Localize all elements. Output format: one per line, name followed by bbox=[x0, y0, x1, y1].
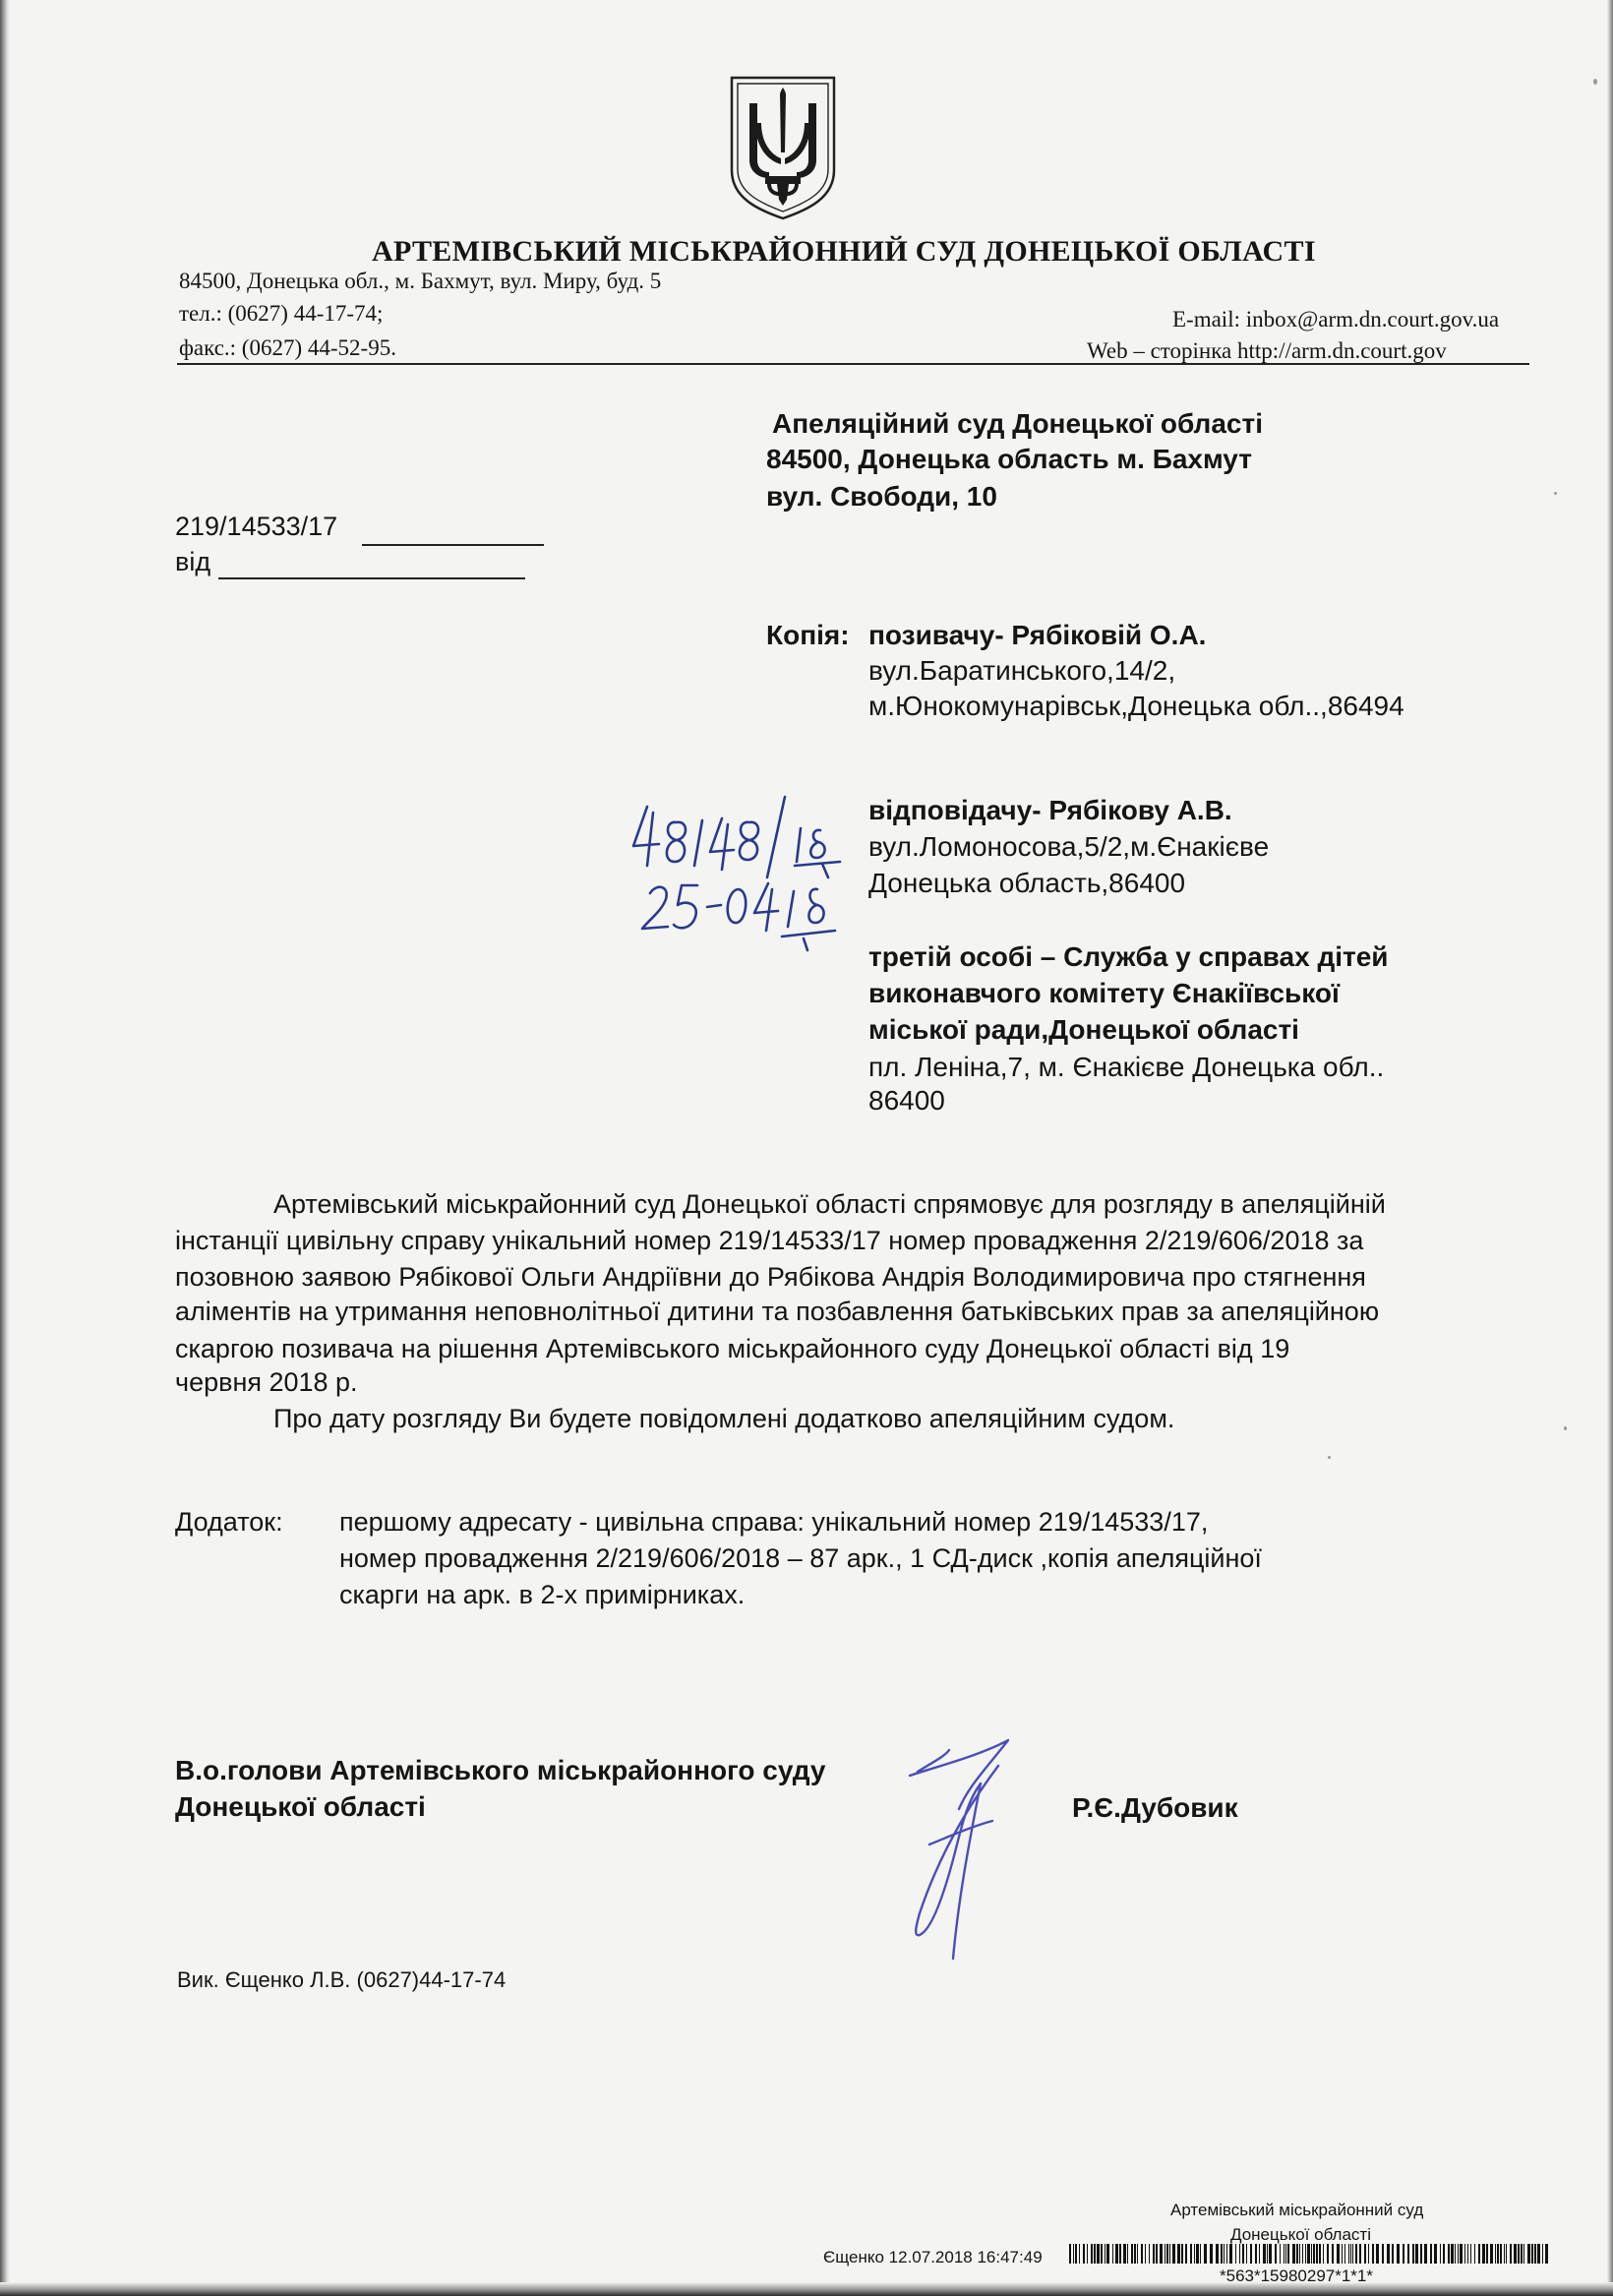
barcode-icon bbox=[1069, 2244, 1551, 2266]
barcode-bar bbox=[1327, 2244, 1329, 2264]
barcode-bar bbox=[1083, 2244, 1085, 2264]
scan-right-edge bbox=[1607, 0, 1613, 2296]
court-phone: тел.: (0627) 44-17-74; bbox=[179, 301, 384, 326]
barcode-bar bbox=[1229, 2244, 1232, 2264]
barcode-bar bbox=[1153, 2244, 1155, 2264]
barcode-bar bbox=[1269, 2244, 1272, 2264]
scan-left-shadow bbox=[0, 0, 10, 2296]
barcode-bar bbox=[1194, 2244, 1195, 2264]
barcode-bar bbox=[1287, 2244, 1289, 2264]
barcode-bar bbox=[1474, 2244, 1475, 2264]
barcode-bar bbox=[1359, 2244, 1361, 2264]
barcode-bar bbox=[1196, 2244, 1199, 2264]
barcode-bar bbox=[1242, 2244, 1244, 2264]
signatory-name: Р.Є.Дубовик bbox=[1072, 1792, 1238, 1823]
third-party-address-line1: пл. Леніна,7, м. Єнакієве Донецька обл.. bbox=[868, 1052, 1385, 1082]
third-party-address-line2: 86400 bbox=[868, 1085, 945, 1116]
addressee-city: 84500, Донецька область м. Бахмут bbox=[766, 444, 1252, 474]
barcode-bar bbox=[1073, 2244, 1074, 2264]
third-party-line1: третій особі – Служба у справах дітей bbox=[868, 941, 1389, 972]
barcode-bar bbox=[1504, 2244, 1505, 2264]
barcode-bar bbox=[1545, 2244, 1548, 2264]
barcode-bar bbox=[1134, 2244, 1136, 2264]
third-party-line3: міської ради,Донецької області bbox=[868, 1014, 1299, 1045]
barcode-bar bbox=[1250, 2244, 1252, 2264]
barcode-bar bbox=[1123, 2244, 1126, 2264]
court-address: 84500, Донецька обл., м. Бахмут, вул. Миру, буд. 5 bbox=[179, 269, 662, 293]
barcode-bar bbox=[1259, 2244, 1260, 2264]
barcode-bar bbox=[1246, 2244, 1247, 2264]
barcode-bar bbox=[1531, 2244, 1533, 2264]
barcode-bar bbox=[1316, 2244, 1318, 2264]
signatory-title-line2: Донецької області bbox=[175, 1791, 426, 1822]
stamp-court-name: Артемівський міськрайонний суд bbox=[1170, 2201, 1424, 2219]
handwritten-signature-icon bbox=[890, 1726, 1038, 1982]
barcode-bar bbox=[1506, 2244, 1507, 2264]
barcode-bar bbox=[1091, 2244, 1093, 2264]
barcode-bar bbox=[1204, 2244, 1207, 2264]
stamp-region: Донецької області bbox=[1230, 2225, 1371, 2244]
stamp-timestamp: Єщенко 12.07.2018 16:47:49 bbox=[823, 2248, 1043, 2266]
barcode-bar bbox=[1145, 2244, 1146, 2264]
barcode-bar bbox=[1131, 2244, 1133, 2264]
barcode-bar bbox=[1350, 2244, 1351, 2264]
barcode-bar bbox=[1448, 2244, 1450, 2264]
defendant-name: відповідачу- Рябікову А.В. bbox=[868, 795, 1232, 825]
barcode-bar bbox=[1255, 2244, 1257, 2264]
barcode-bar bbox=[1364, 2244, 1366, 2264]
barcode-bar bbox=[1403, 2244, 1404, 2264]
barcode-bar bbox=[1490, 2244, 1493, 2264]
barcode-bar bbox=[1172, 2244, 1175, 2264]
barcode-number: *563*15980297*1*1* bbox=[1220, 2266, 1373, 2285]
barcode-bar bbox=[1323, 2244, 1324, 2264]
body-line-5: скаргою позивача на рішення Артемівського міськрайонного суду Донецької області від 19 bbox=[175, 1334, 1290, 1363]
barcode-bar bbox=[1470, 2244, 1471, 2264]
barcode-bar bbox=[1497, 2244, 1499, 2264]
barcode-bar bbox=[1352, 2244, 1353, 2264]
barcode-bar bbox=[1200, 2244, 1201, 2264]
barcode-bar bbox=[1166, 2244, 1168, 2264]
attachment-line-2: номер провадження 2/219/606/2018 – 87 арк., 1 СД-диск ,копія апеляційної bbox=[339, 1543, 1262, 1573]
barcode-bar bbox=[1482, 2244, 1485, 2264]
barcode-bar bbox=[1079, 2244, 1080, 2264]
barcode-bar bbox=[1263, 2244, 1266, 2264]
barcode-bar bbox=[1368, 2244, 1369, 2264]
barcode-bar bbox=[1190, 2244, 1192, 2264]
barcode-bar bbox=[1344, 2244, 1345, 2264]
barcode-bar bbox=[1542, 2244, 1543, 2264]
barcode-bar bbox=[1267, 2244, 1268, 2264]
barcode-bar bbox=[1342, 2244, 1343, 2264]
barcode-bar bbox=[1141, 2244, 1143, 2264]
barcode-bar bbox=[1518, 2244, 1520, 2264]
body-line-1: Артемівський міськрайонний суд Донецької області спрямовує для розгляду в апеляційній bbox=[273, 1189, 1386, 1219]
barcode-bar bbox=[1415, 2244, 1418, 2264]
barcode-bar bbox=[1337, 2244, 1340, 2264]
barcode-bar bbox=[1486, 2244, 1488, 2264]
plaintiff-name: позивачу- Рябіковій О.А. bbox=[868, 620, 1207, 650]
barcode-bar bbox=[1239, 2244, 1240, 2264]
barcode-bar bbox=[1221, 2244, 1223, 2264]
barcode-bar bbox=[1443, 2244, 1445, 2264]
barcode-bar bbox=[1156, 2244, 1158, 2264]
barcode-bar bbox=[1514, 2244, 1517, 2264]
attachment-label: Додаток: bbox=[175, 1507, 283, 1537]
barcode-bar bbox=[1177, 2244, 1180, 2264]
barcode-bar bbox=[1510, 2244, 1512, 2264]
barcode-bar bbox=[1311, 2244, 1312, 2264]
barcode-bar bbox=[1216, 2244, 1219, 2264]
signatory-title-line1: В.о.голови Артемівського міськрайонного суду bbox=[175, 1755, 826, 1785]
barcode-bar bbox=[1527, 2244, 1530, 2264]
barcode-bar bbox=[1412, 2244, 1414, 2264]
barcode-bar bbox=[1101, 2244, 1103, 2264]
barcode-bar bbox=[1094, 2244, 1096, 2264]
body-line-4: аліментів на утримання неповнолітньої дитини та позбавлення батьківських прав за апеляційною bbox=[175, 1297, 1380, 1326]
barcode-bar bbox=[1355, 2244, 1357, 2264]
court-email: E-mail: inbox@arm.dn.court.gov.ua bbox=[1172, 307, 1500, 332]
barcode-bar bbox=[1224, 2244, 1225, 2264]
barcode-bar bbox=[1127, 2244, 1128, 2264]
attachment-line-1: першому адресату - цивільна справа: унікальний номер 219/14533/17, bbox=[339, 1507, 1209, 1537]
barcode-bar bbox=[1455, 2244, 1456, 2264]
barcode-bar bbox=[1160, 2244, 1163, 2264]
scan-speck bbox=[1554, 492, 1557, 495]
barcode-bar bbox=[1112, 2244, 1113, 2264]
barcode-bar bbox=[1478, 2244, 1480, 2264]
court-name-heading: АРТЕМІВСЬКИЙ МІСЬКРАЙОННИЙ СУД ДОНЕЦЬКОЇ ОБЛАСТІ bbox=[372, 235, 1316, 268]
barcode-bar bbox=[1285, 2244, 1286, 2264]
barcode-bar bbox=[1376, 2244, 1379, 2264]
barcode-bar bbox=[1495, 2244, 1496, 2264]
court-website: Web – сторінка http://arm.dn.court.gov bbox=[1087, 338, 1447, 363]
addressee-street: вул. Свободи, 10 bbox=[766, 481, 997, 512]
barcode-bar bbox=[1115, 2244, 1118, 2264]
court-fax: факс.: (0627) 44-52-95. bbox=[179, 335, 396, 360]
barcode-bar bbox=[1397, 2244, 1400, 2264]
barcode-bar bbox=[1181, 2244, 1183, 2264]
barcode-bar bbox=[1467, 2244, 1468, 2264]
barcode-bar bbox=[1534, 2244, 1536, 2264]
header-divider bbox=[177, 363, 1529, 365]
barcode-bar bbox=[1097, 2244, 1100, 2264]
attachment-line-3: скарги на арк. в 2-х примірниках. bbox=[339, 1580, 746, 1609]
case-number-line bbox=[362, 544, 544, 546]
scan-speck bbox=[1328, 1456, 1331, 1459]
barcode-bar bbox=[1299, 2244, 1300, 2264]
barcode-bar bbox=[1185, 2244, 1187, 2264]
barcode-bar bbox=[1521, 2244, 1523, 2264]
barcode-bar bbox=[1523, 2244, 1524, 2264]
third-party-line2: виконавчого комітету Єнакіївської bbox=[868, 978, 1340, 1008]
body-line-2: інстанції цивільну справу унікальний номер 219/14533/17 номер провадження 2/219/606/2018 за bbox=[175, 1226, 1364, 1255]
barcode-bar bbox=[1460, 2244, 1463, 2264]
barcode-bar bbox=[1464, 2244, 1465, 2264]
barcode-bar bbox=[1537, 2244, 1540, 2264]
barcode-bar bbox=[1392, 2244, 1394, 2264]
body-line-7: Про дату розгляду Ви будете повідомлені додатково апеляційним судом. bbox=[273, 1404, 1175, 1433]
barcode-bar bbox=[1106, 2244, 1109, 2264]
coat-of-arms-trident-icon bbox=[728, 74, 838, 221]
barcode-bar bbox=[1119, 2244, 1121, 2264]
barcode-bar bbox=[1372, 2244, 1374, 2264]
executor-contact: Вик. Єщенко Л.В. (0627)44-17-74 bbox=[177, 1967, 507, 1992]
barcode-bar bbox=[1424, 2244, 1427, 2264]
barcode-bar bbox=[1280, 2244, 1281, 2264]
defendant-address-line2: Донецька область,86400 bbox=[868, 868, 1186, 898]
barcode-bar bbox=[1302, 2244, 1303, 2264]
copy-label: Копія: bbox=[766, 620, 850, 650]
barcode-bar bbox=[1407, 2244, 1409, 2264]
barcode-bar bbox=[1087, 2244, 1088, 2264]
barcode-bar bbox=[1275, 2244, 1277, 2264]
barcode-bar bbox=[1434, 2244, 1437, 2264]
barcode-bar bbox=[1430, 2244, 1432, 2264]
addressee-court: Апеляційний суд Донецької області bbox=[772, 408, 1263, 439]
case-number: 219/14533/17 bbox=[175, 512, 338, 541]
plaintiff-address-line1: вул.Баратинського,14/2, bbox=[868, 655, 1176, 686]
barcode-bar bbox=[1382, 2244, 1384, 2264]
barcode-bar bbox=[1226, 2244, 1227, 2264]
barcode-bar bbox=[1451, 2244, 1454, 2264]
date-line bbox=[218, 577, 525, 579]
plaintiff-address-line2: м.Юнокомунарівськ,Донецька обл..,86494 bbox=[868, 691, 1404, 721]
barcode-bar bbox=[1307, 2244, 1310, 2264]
scan-speck bbox=[1564, 1426, 1567, 1430]
handwritten-incoming-date-icon bbox=[634, 856, 880, 964]
body-line-3: позовною заявою Рябікової Ольги Андріївни до Рябікова Андрія Володимировича про стягнення bbox=[175, 1262, 1366, 1292]
barcode-bar bbox=[1296, 2244, 1298, 2264]
barcode-bar bbox=[1235, 2244, 1236, 2264]
scan-speck bbox=[1593, 79, 1597, 85]
barcode-bar bbox=[1292, 2244, 1295, 2264]
barcode-bar bbox=[1169, 2244, 1170, 2264]
barcode-bar bbox=[1387, 2244, 1390, 2264]
barcode-bar bbox=[1348, 2244, 1349, 2264]
barcode-bar bbox=[1313, 2244, 1315, 2264]
barcode-bar bbox=[1500, 2244, 1502, 2264]
barcode-bar bbox=[1075, 2244, 1077, 2264]
barcode-bar bbox=[1069, 2244, 1071, 2264]
barcode-bar bbox=[1305, 2244, 1306, 2264]
barcode-bar bbox=[1210, 2244, 1213, 2264]
barcode-bar bbox=[1137, 2244, 1138, 2264]
barcode-bar bbox=[1440, 2244, 1441, 2264]
defendant-address-line1: вул.Ломоносова,5/2,м.Єнакієве bbox=[868, 831, 1270, 862]
barcode-bar bbox=[1319, 2244, 1321, 2264]
date-label: від bbox=[175, 547, 211, 576]
barcode-bar bbox=[1149, 2244, 1150, 2264]
barcode-bar bbox=[1458, 2244, 1459, 2264]
barcode-bar bbox=[1332, 2244, 1334, 2264]
body-line-6: червня 2018 р. bbox=[175, 1367, 358, 1397]
barcode-bar bbox=[1420, 2244, 1422, 2264]
